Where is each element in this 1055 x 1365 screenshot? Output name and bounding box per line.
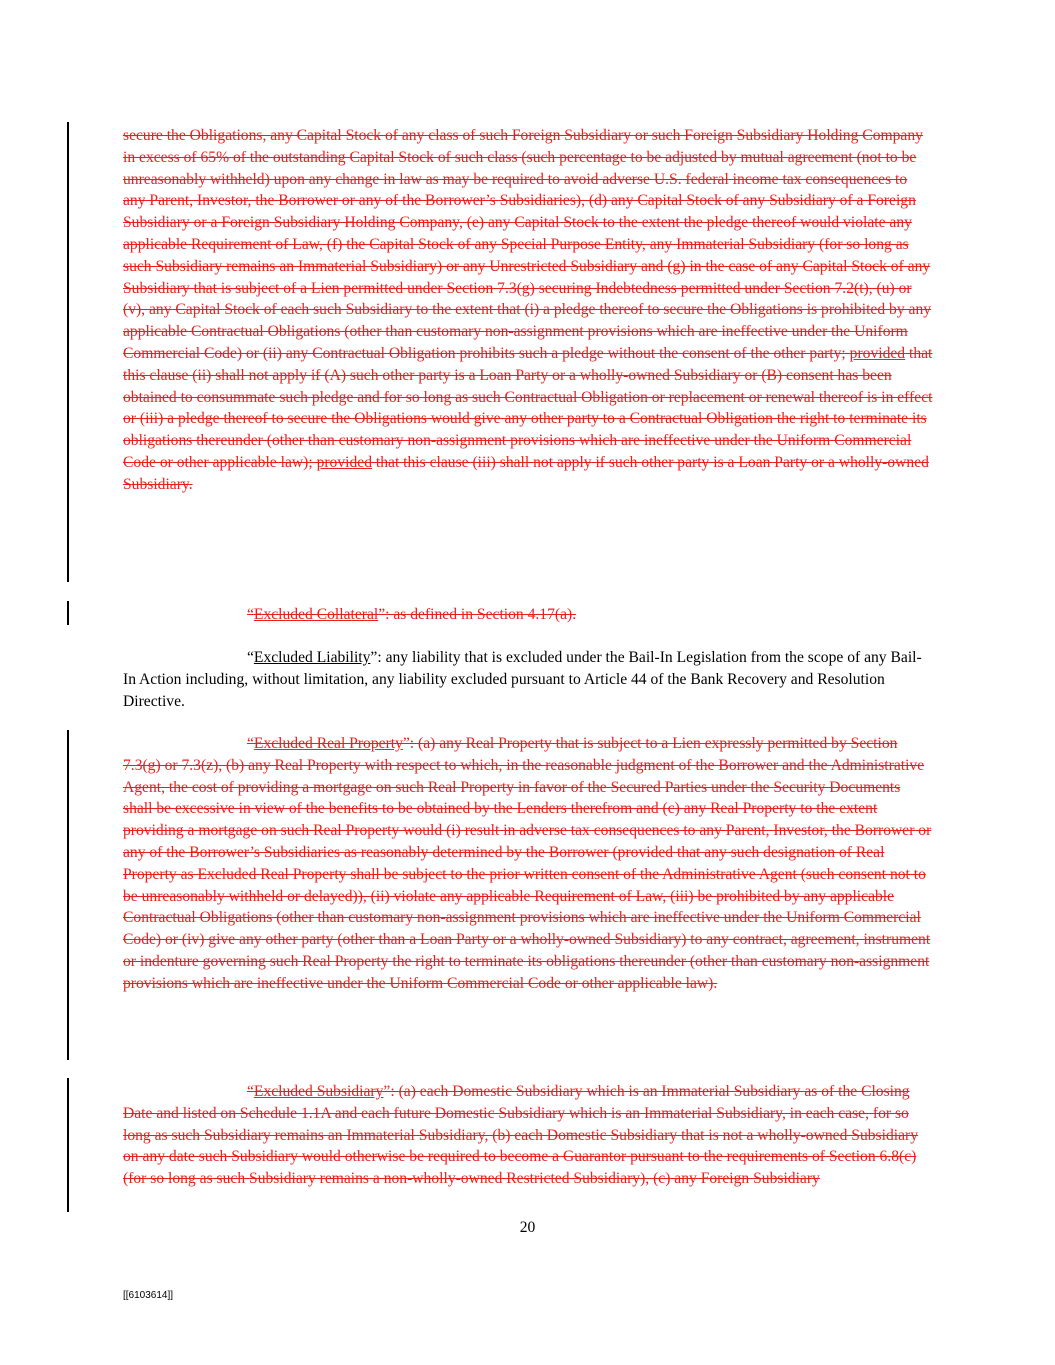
p3-rest: ”: any liability that is excluded under the Bail-In Legislation from the scope of any Bail-In Action including, without limitation, any liability excluded pursuant to Article 44 of the Bank Recovery and Resolution Directive. — [123, 649, 922, 710]
p1-text-a: secure the Obligations, any Capital Stock of any class of such Foreign Subsidiary or such Foreign Subsidiary Holding Company in excess of 65% of the outstanding Capital Stock of such class (such percentage to be adjusted by mutual agreement (not to be unreasonably withheld) upon any change in law as may be required to avoid adverse U.S. federal income tax consequences to any Parent, Investor, the Borrower or any of the Borrower’s Subsidiaries), (d) any Capital Stock of any Subsidiary of a Foreign Subsidiary or a Foreign Subsidiary Holding Company, (e) any Capital Stock to the extent the pledge thereof would violate any applicable Requirement of Law, (f) the Capital Stock of any Special Purpose Entity, any Immaterial Subsidiary (for so long as such Subsidiary remains an Immaterial Subsidiary) or any Unrestricted Subsidiary and (g) in the case of any Capital Stock of any Subsidiary that is subject of a Lien permitted under Section 7.3(g) securing Indebtedness permitted under Section 7.2(t), (u) or (v), any Capital Stock of each such Subsidiary to the extent that (i) a pledge thereof to secure the Obligations is prohibited by any applicable Contractual Obligations (other than customary non-assignment provisions which are ineffective under the Uniform Commercial Code) or (ii) any Contractual Obligation prohibits such a pledge without the consent of the other party; — [123, 127, 932, 362]
p3-open-quote: “ — [247, 649, 254, 666]
change-bar-2 — [67, 601, 69, 625]
p1-provided-2: provided — [316, 453, 372, 471]
definition-excluded-subsidiary — [123, 1081, 933, 1190]
definition-excluded-liability — [123, 647, 933, 712]
paragraph-excluded-capital-stock-continued — [123, 125, 933, 496]
change-bar-4 — [67, 1078, 69, 1212]
p2-open-quote: “ — [247, 606, 254, 623]
p2-rest: ”: as defined in Section 4.17(a). — [378, 606, 577, 623]
p1-text-c: that this clause (iii) shall not apply if such other party is a Loan Party or a wholly-owned Subsidiary. — [123, 453, 929, 493]
change-bar-3 — [67, 730, 69, 1060]
defined-term-excluded-real-property: Excluded Real Property — [253, 735, 403, 752]
defined-term-excluded-collateral: Excluded Collateral — [253, 606, 379, 623]
page-number: 20 — [519, 1219, 536, 1236]
change-bar-1 — [67, 122, 69, 582]
definition-excluded-collateral — [123, 604, 933, 626]
definition-excluded-real-property — [123, 733, 933, 995]
p1-text-b: that this clause (ii) shall not apply if (A) such other party is a Loan Party or a wholly-owned Subsidiary or (B) consent has been obtained to consummate such pledge and for so long as such Contractual Obligation or replacement or renewal thereof is in effect or (iii) a pledge thereof to secure the Obligations would give any other party to a Contractual Obligation the right to terminate its obligations thereunder (other than customary non-assignment provisions which are ineffective under the Uniform Commercial Code or other applicable law); — [123, 344, 933, 471]
p1-provided-1: provided — [849, 344, 906, 362]
defined-term-excluded-liability: Excluded Liability — [253, 649, 371, 666]
p4-rest: ”: (a) any Real Property that is subject to a Lien expressly permitted by Section 7.3(g) or 7.3(z), (b) any Real Property with respect to which, in the reasonable judgment of the Borrower and the Administrative Agent, the cost of providing a mortgage on such Real Property in favor of the Secured Parties under the Security Documents shall be excessive in view of the benefits to be obtained by the Lenders therefrom and (c) any Real Property to the extent providing a mortgage on such Real Property would (i) result in adverse tax consequences to any Parent, Investor, the Borrower or any of the Borrower’s Subsidiaries as reasonably determined by the Borrower (provided that any such designation of Real Property as Excluded Real Property shall be subject to the prior written consent of the Administrative Agent (such consent not to be unreasonably withheld or delayed)), (ii) violate any applicable Requirement of Law, (iii) be prohibited by any applicable Contractual Obligations (other than customary non-assignment provisions which are ineffective under the Uniform Commercial Code) or (iv) give any other party (other than a Loan Party or a wholly-owned Subsidiary) to any contract, agreement, instrument or indenture governing such Real Property the right to terminate its obligations thereunder (other than customary non-assignment provisions which are ineffective under the Uniform Commercial Code or other applicable law). — [123, 735, 932, 992]
defined-term-excluded-subsidiary: Excluded Subsidiary — [253, 1083, 384, 1100]
p5-rest: ”: (a) each Domestic Subsidiary which is an Immaterial Subsidiary as of the Closing Date and listed on Schedule 1.1A and each future Domestic Subsidiary which is an Immaterial Subsidiary, in each case, for so long as such Subsidiary remains an Immaterial Subsidiary, (b) each Domestic Subsidiary that is not a wholly-owned Subsidiary on any date such Subsidiary would otherwise be required to become a Guarantor pursuant to the requirements of Section 6.8(c) (for so long as such Subsidiary remains a non-wholly-owned Restricted Subsidiary), (c) any Foreign Subsidiary — [123, 1083, 918, 1188]
document-id: [[6103614]] — [123, 1290, 174, 1301]
p4-open-quote: “ — [247, 735, 254, 752]
p5-open-quote: “ — [247, 1083, 254, 1100]
